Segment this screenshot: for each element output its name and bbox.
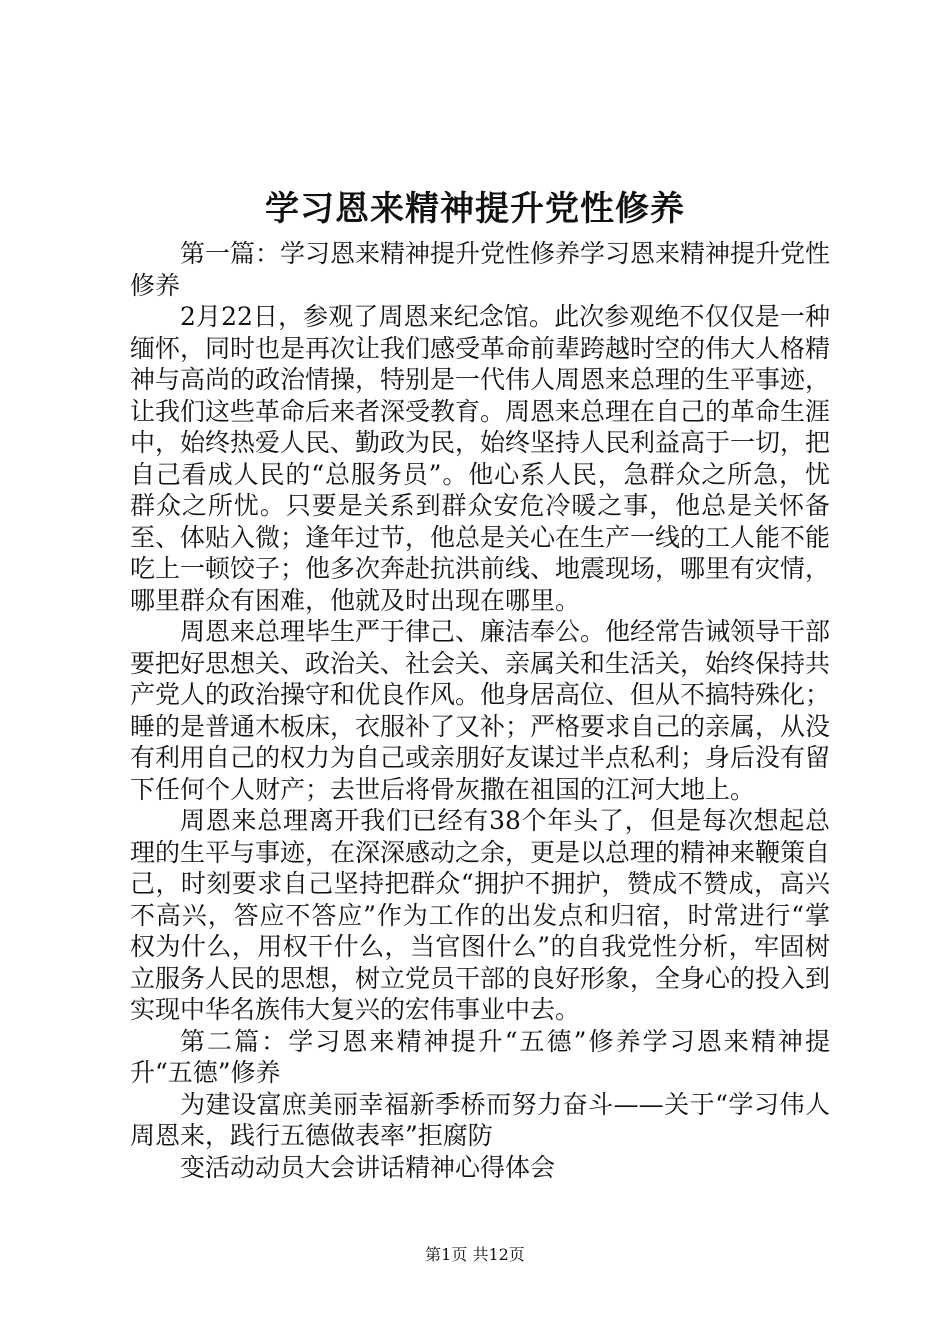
page-number-footer: 第1页 共12页 <box>425 1245 525 1264</box>
paragraph: 变活动动员大会讲话精神心得体会 <box>180 1152 556 1182</box>
paragraph: 第一篇：学习恩来精神提升党性修养学习恩来精神提升党性修养 <box>130 239 831 300</box>
document-title: 学习恩来精神提升党性修养 <box>265 189 685 229</box>
paragraph: 周恩来总理离开我们已经有38个年头了，但是每次想起总理的生平与事迹，在深深感动之余，更是以总理的精神来鞭策自己，时刻要求自己坚持把群众“拥护不拥护，赞成不赞成，高兴不高兴，答应不答应”作为工作的出发点和归宿，时常进行“掌权为什么，用权干什么，当官图什么”的自我党性分析，牢固树立服务人民的思想，树立党员干部的良好形象，全身心的投入到实现中华名族伟大复兴的宏伟事业中去。 <box>130 806 831 1024</box>
document-body <box>130 238 830 1183</box>
paragraph: 周恩来总理毕生严于律己、廉洁奉公。他经常告诫领导干部要把好思想关、政治关、社会关、亲属关和生活关，始终保持共产党人的政治操守和优良作风。他身居高位、但从不搞特殊化；睡的是普通木板床，衣服补了又补；严格要求自己的亲属，从没有利用自己的权力为自己或亲朋好友谋过半点私利；身后没有留下任何个人财产；去世后将骨灰撒在祖国的江河大地上。 <box>130 617 831 804</box>
paragraph: 2月22日，参观了周恩来纪念馆。此次参观绝不仅仅是一种缅怀，同时也是再次让我们感受革命前辈跨越时空的伟大人格精神与高尚的政治情操，特别是一代伟人周恩来总理的生平事迹，让我们这些革命后来者深受教育。周恩来总理在自己的革命生涯中，始终热爱人民、勤政为民，始终坚持人民利益高于一切，把自己看成人民的“总服务员”。他心系人民，急群众之所急，忧群众之所忧。只要是关系到群众安危冷暖之事，他总是关怀备至、体贴入微；逢年过节，他总是关心在生产一线的工人能不能吃上一顿饺子；他多次奔赴抗洪前线、地震现场，哪里有灾情，哪里群众有困难，他就及时出现在哪里。 <box>130 302 831 615</box>
paragraph: 第二篇：学习恩来精神提升“五德”修养学习恩来精神提升“五德”修养 <box>130 1026 830 1087</box>
paragraph: 为建设富庶美丽幸福新季桥而努力奋斗——关于“学习伟人周恩来，践行五德做表率”拒腐防 <box>130 1089 830 1150</box>
